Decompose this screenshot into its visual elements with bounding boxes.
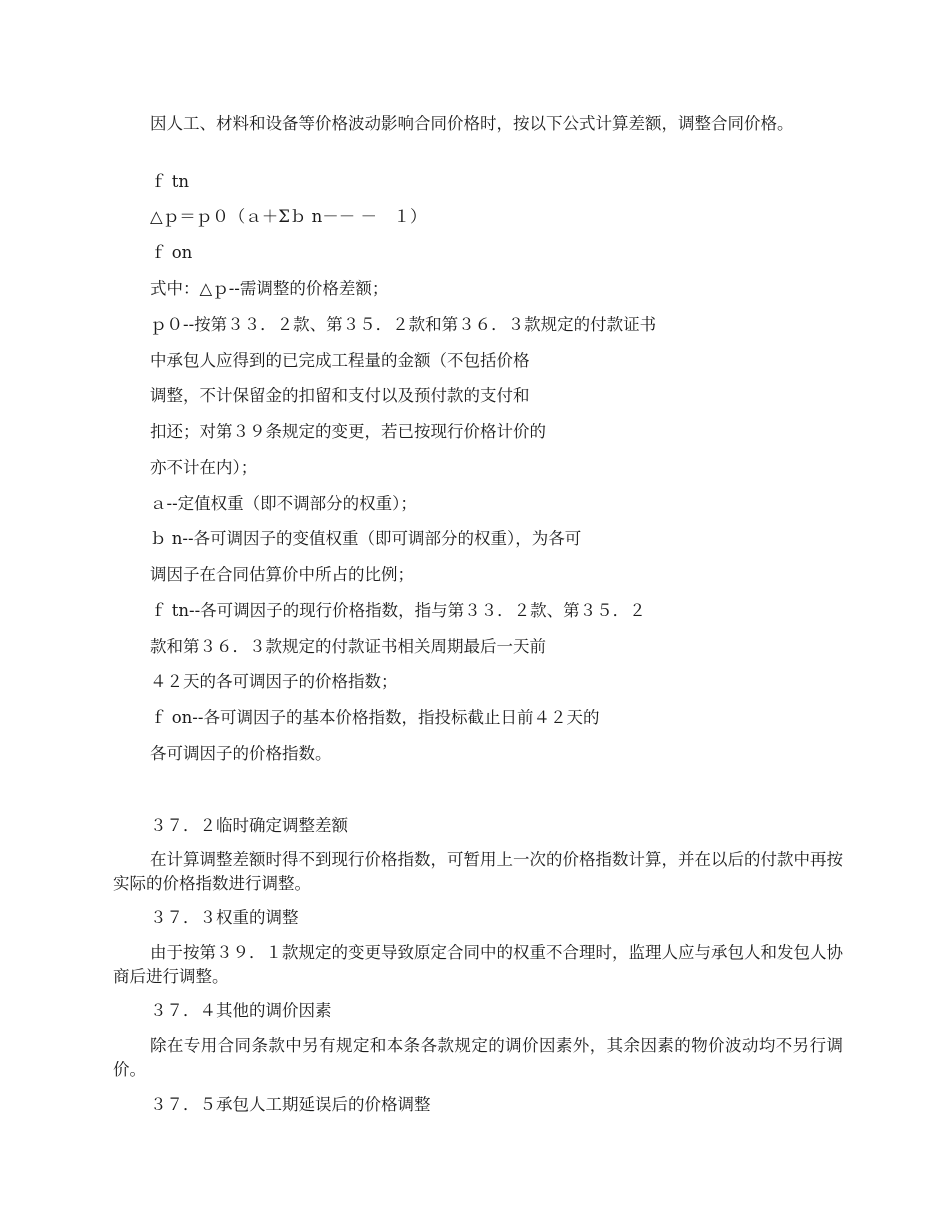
definition-line: 调整，不计保留金的扣留和支付以及预付款的支付和 [150,386,530,405]
section-heading-37-2: ３７．２临时确定调整差额 [150,816,348,835]
section-paragraph: 由于按第３９．１款规定的变更导致原定合同中的权重不合理时，监理人应与承包人和发包人协商后进行调整。 [113,943,843,986]
formula-numerator: ｆ tn [150,172,190,191]
section-heading-37-4: ３７．４其他的调价因素 [150,1001,332,1020]
definition-line: ａ--定值权重（即不调部分的权重）； [150,494,417,513]
section-heading-37-3: ３７．３权重的调整 [150,908,299,927]
formula-denominator: ｆ on [150,243,193,262]
section-paragraph: 除在专用合同条款中另有规定和本条各款规定的调价因素外，其余因素的物价波动均不另行调价。 [113,1036,843,1079]
definition-line: 扣还；对第３９条规定的变更，若已按现行价格计价的 [150,422,546,441]
definition-line: 款和第３６．３款规定的付款证书相关周期最后一天前 [150,637,546,656]
definition-line: 调因子在合同估算价中所占的比例； [150,565,414,584]
definition-line: ｆ on--各可调因子的基本价格指数，指投标截止日前４２天的 [150,708,600,727]
definition-line: ｂ n--各可调因子的变值权重（即可调部分的权重），为各可 [150,529,582,548]
formula-main: △ｐ＝ｐ０（ａ＋Σｂ n－－ － １） [150,207,427,226]
definition-line: 中承包人应得到的已完成工程量的金额（不包括价格 [150,351,530,370]
definition-line: 亦不计在内）； [150,458,258,477]
intro-paragraph: 因人工、材料和设备等价格波动影响合同价格时，按以下公式计算差额，调整合同价格。 [150,114,794,133]
definition-line: 各可调因子的价格指数。 [150,744,332,763]
section-heading-37-5: ３７．５承包人工期延误后的价格调整 [150,1095,431,1114]
definition-line: ｆ tn--各可调因子的现行价格指数，指与第３３．２款、第３５．２ [150,601,646,620]
section-paragraph: 在计算调整差额时得不到现行价格指数，可暂用上一次的价格指数计算，并在以后的付款中再按实际的价格指数进行调整。 [113,850,843,893]
definition-line: ４２天的各可调因子的价格指数； [150,672,398,691]
definition-line: ｐ０--按第３３．２款、第３５．２款和第３６．３款规定的付款证书 [150,315,657,334]
definition-line: 式中：△ｐ--需调整的价格差额； [150,279,389,298]
